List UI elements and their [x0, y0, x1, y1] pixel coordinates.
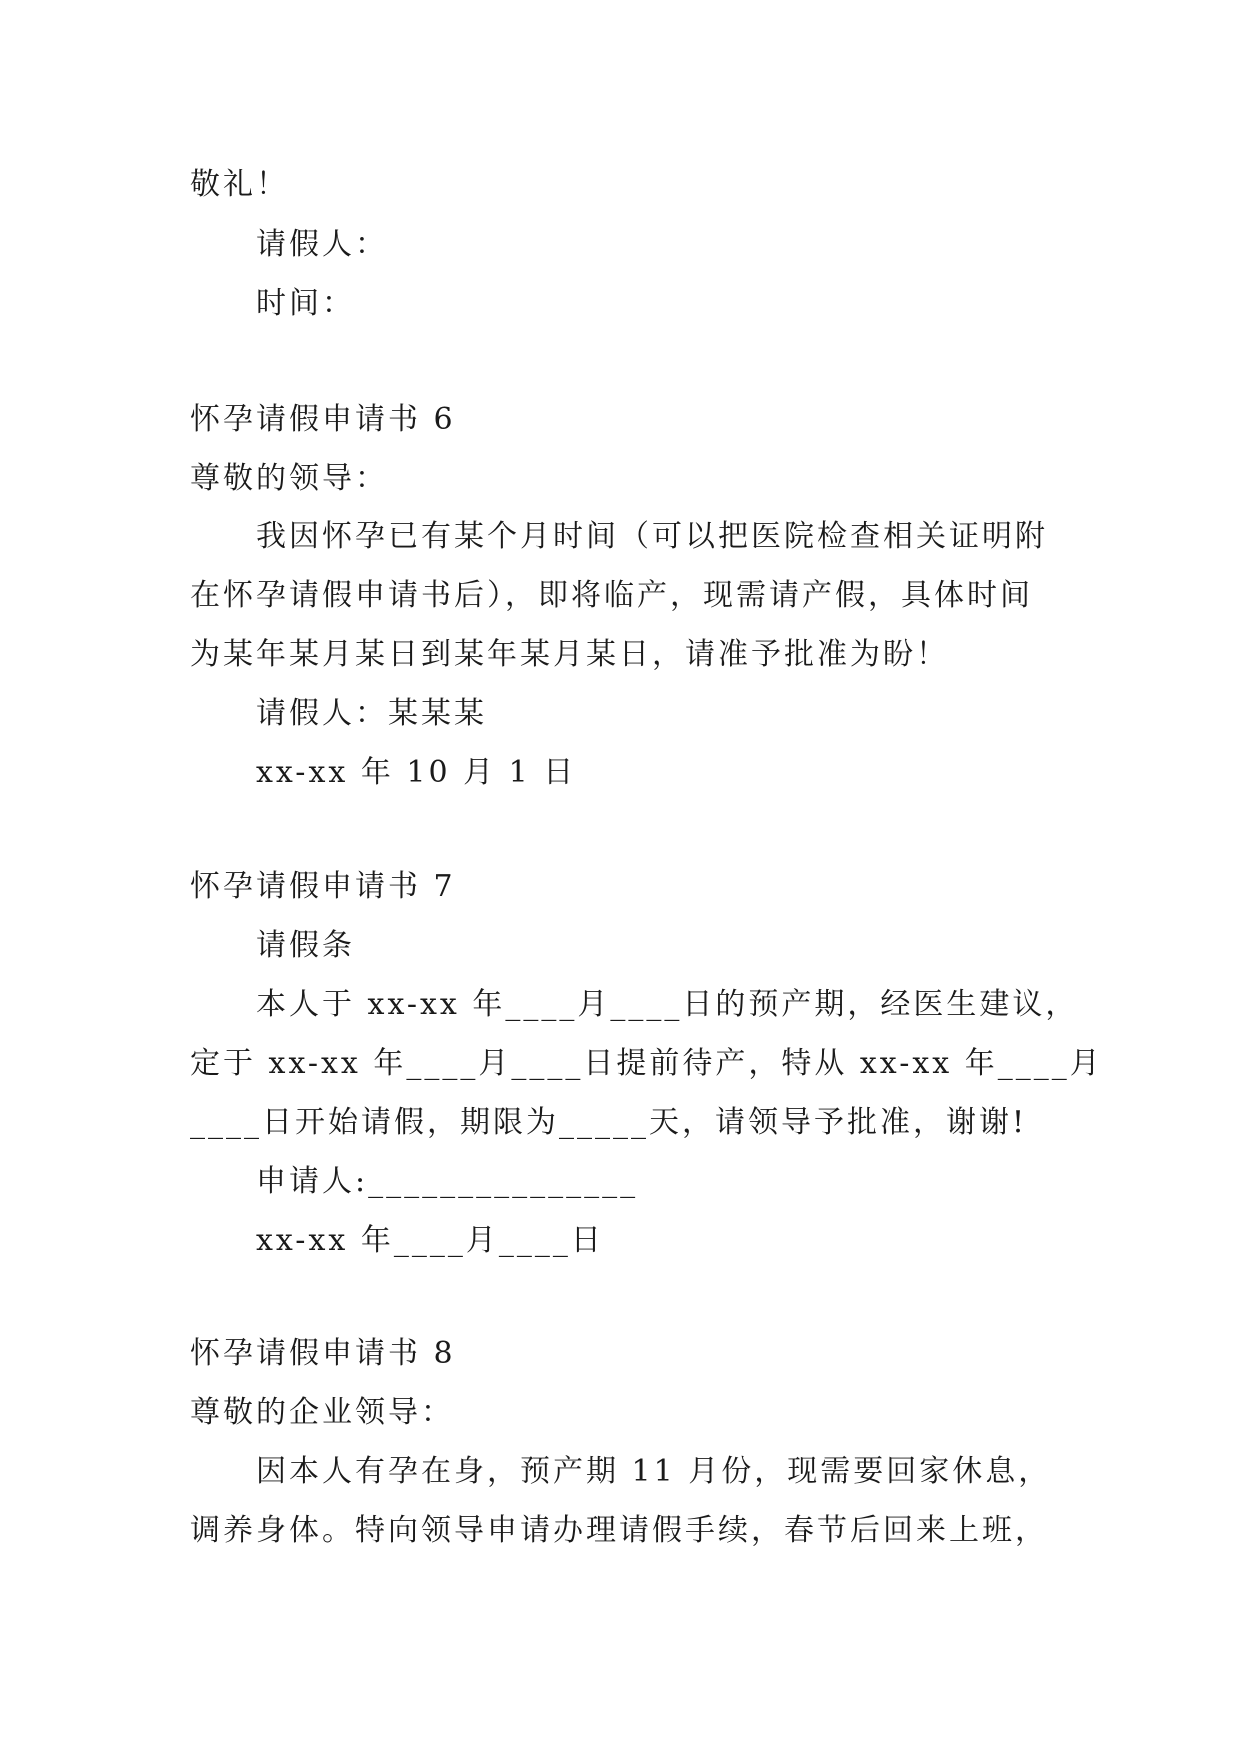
- section-title-6: 怀孕请假申请书 6: [190, 402, 456, 437]
- date-line: xx-xx 年____月____日: [256, 1223, 604, 1258]
- closing-salutation: 敬礼！: [190, 167, 289, 202]
- date-line: xx-xx 年 10 月 1 日: [256, 755, 577, 790]
- paragraph-line: ____日开始请假，期限为_____天，请领导予批准，谢谢!: [190, 1105, 1028, 1140]
- salutation: 尊敬的领导：: [190, 461, 388, 496]
- paragraph-line: 本人于 xx-xx 年____月____日的预产期，经医生建议，: [256, 987, 1079, 1022]
- paragraph-line: 我因怀孕已有某个月时间（可以把医院检查相关证明附: [256, 519, 1048, 554]
- section-title-7: 怀孕请假申请书 7: [190, 869, 456, 904]
- paragraph-line: 因本人有孕在身，预产期 11 月份，现需要回家休息，: [256, 1454, 1052, 1489]
- signature-line: 申请人:_______________: [256, 1164, 639, 1199]
- paragraph-line: 为某年某月某日到某年某月某日，请准予批准为盼！: [190, 637, 949, 672]
- section-title-8: 怀孕请假申请书 8: [190, 1336, 456, 1371]
- paragraph-line: 在怀孕请假申请书后），即将临产，现需请产假，具体时间: [190, 578, 1033, 613]
- note-heading: 请假条: [256, 928, 355, 963]
- applicant-label: 请假人：: [256, 227, 388, 262]
- paragraph-line: 定于 xx-xx 年____月____日提前待产，特从 xx-xx 年____月: [190, 1046, 1103, 1081]
- time-label: 时间：: [256, 286, 355, 321]
- paragraph-line: 调养身体。特向领导申请办理请假手续，春节后回来上班，: [190, 1513, 1048, 1548]
- salutation: 尊敬的企业领导：: [190, 1395, 454, 1430]
- signature-line: 请假人：某某某: [256, 696, 487, 731]
